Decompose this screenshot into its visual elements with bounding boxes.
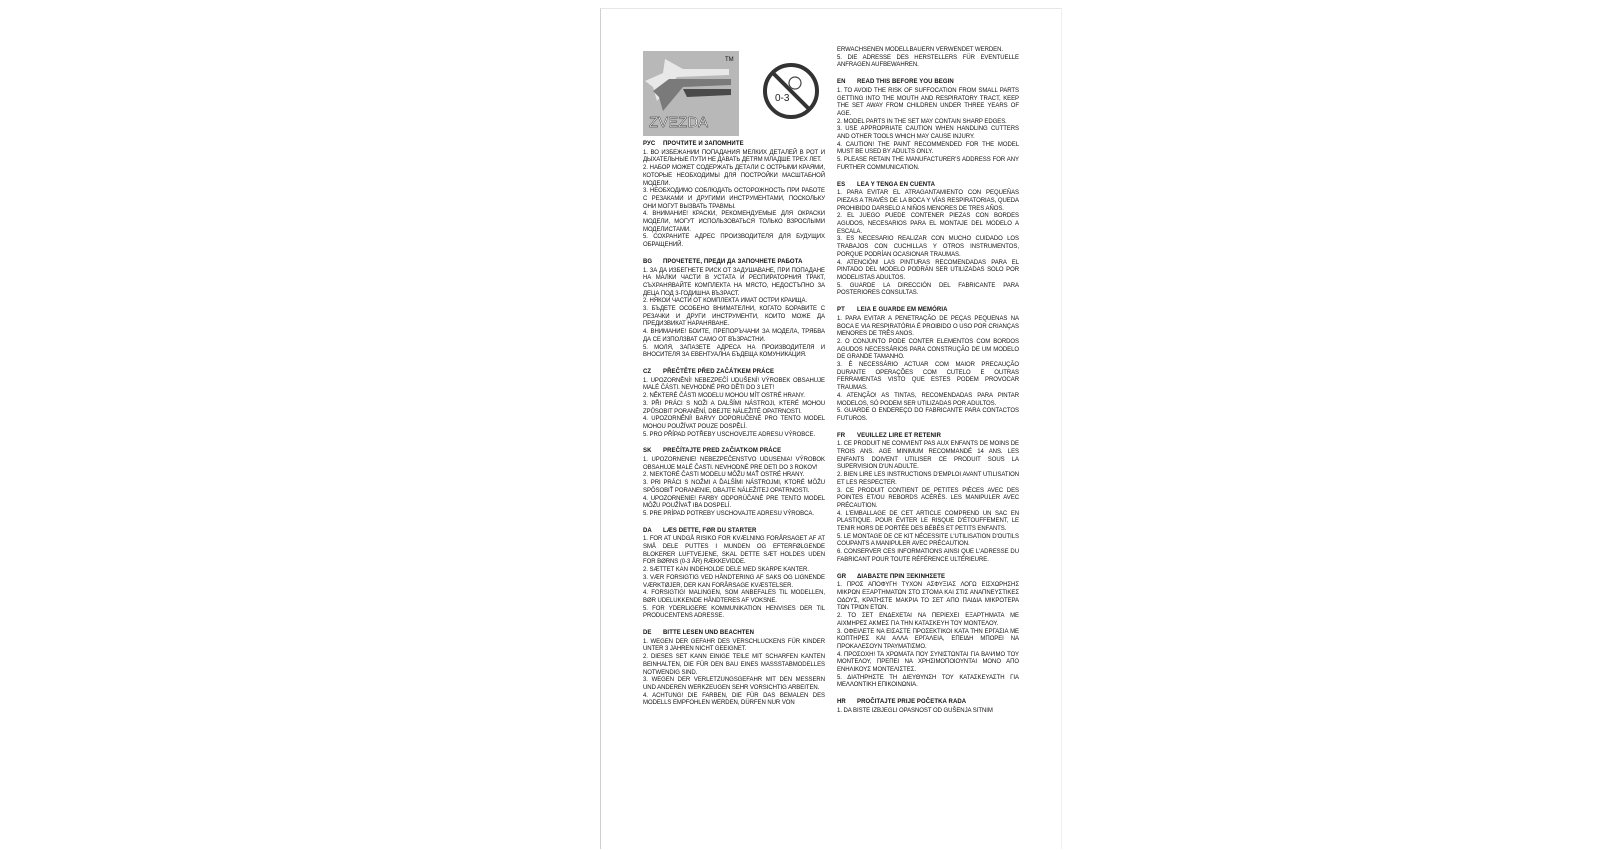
warning-item: 4. UPOZORNENIE! FARBY ODPORÚČANÉ PRE TENTO MODEL MÔŽU POUŽÍVAŤ IBA DOSPELÍ. bbox=[643, 495, 825, 510]
section-title: BITTE LESEN UND BEACHTEN bbox=[663, 630, 755, 637]
section-heading bbox=[837, 574, 1019, 582]
section-heading bbox=[837, 79, 1019, 87]
warning-item: 1. FOR AT UNDGÅ RISIKO FOR KVÆLNING FORÅRSAGET AF AT SMÅ DELE PUTTES I MUNDEN OG EFTERFØLGENDE BLOKERER LUFTVEJENE, SKAL DETTE SÆT HOLDES UDEN FOR BØRNS (0-3 ÅR) RÆKKEVIDDE. bbox=[643, 536, 825, 566]
warning-section-bg bbox=[643, 259, 825, 360]
warning-item: 3. CE PRODUIT CONTIENT DE PETITES PIÈCES AVEC DES POINTES ET/OU REBORDS ACÉRÉS. LES MANIPULER AVEC PRÉCAUTION. bbox=[837, 487, 1019, 509]
language-code: BG bbox=[643, 258, 653, 265]
warning-section-en bbox=[837, 79, 1019, 172]
warning-item: 3. ES NECESARIO REALIZAR CON MUCHO CUIDADO LOS TRABAJOS CON CUCHILLAS Y OTROS INSTRUMENTOS, PORQUE PODRÍAN OCASIONAR TRAUMAS. bbox=[837, 236, 1019, 258]
warning-item: 2. MODEL PARTS IN THE SET MAY CONTAIN SHARP EDGES. bbox=[837, 118, 1007, 125]
section-title: ПРОЧТИТЕ И ЗАПОМНИТЕ bbox=[663, 141, 744, 147]
warning-item: 2. NĚKTERÉ ČÁSTI MODELU MOHOU MÍT OSTRÉ HRANY. bbox=[643, 393, 805, 400]
warning-section-hr bbox=[837, 699, 1019, 715]
warning-item: 3. НЕОБХОДИМО СОБЛЮДАТЬ ОСТОРОЖНОСТЬ ПРИ РАБОТЕ С РЕЗАКАМИ И ДРУГИМИ ИНСТРУМЕНТАМИ, ПОСКОЛЬКУ ОНИ МОГУТ ВЫЗВАТЬ ТРАВМЫ. bbox=[643, 188, 825, 210]
warning-item: 4. UPOZORNĚNÍ! BARVY DOPORUČENÉ PRO TENTO MODEL MOHOU POUŽÍVAT POUZE DOSPĚLÍ. bbox=[643, 416, 825, 430]
warning-item: 5. PRE PRÍPAD POTREBY USCHOVAJTE ADRESU VÝROBCA. bbox=[643, 510, 814, 517]
section-heading bbox=[643, 259, 825, 267]
warning-item: 4. ВНИМАНИЕ! КРАСКИ, РЕКОМЕНДУЕМЫЕ ДЛЯ ОКРАСКИ МОДЕЛИ, МОГУТ ИСПОЛЬЗОВАТЬСЯ ТОЛЬКО ВЗРОСЛЫМИ МОДЕЛИСТАМИ. bbox=[643, 211, 825, 233]
warning-section-es bbox=[837, 182, 1019, 299]
warning-item: 1. CE PRODUIT NE CONVIENT PAS AUX ENFANTS DE MOINS DE TROIS ANS. AGE MINIMUM RECOMMANDÉ 14 ANS. LES ENFANTS DOIVENT UTILISER CE PRODUIT SOUS LA SUPERVISION D'UN ADULTE. bbox=[837, 441, 1019, 471]
warnings-column-right bbox=[837, 47, 1019, 725]
language-code: DA bbox=[643, 527, 652, 534]
warning-item: 3. VÆR FORSIGTIG VED HÅNDTERING AF SAKS OG LIGNENDE VÆRKTØJER, DER KAN FORÅRSAGE KVÆSTELSER. bbox=[643, 574, 825, 589]
section-heading bbox=[643, 448, 825, 456]
warning-item: 2. NIEKTORÉ ČASTI MODELU MÔŽU MAŤ OSTRÉ HRANY. bbox=[643, 472, 805, 479]
warning-item: 5. МОЛЯ, ЗАПАЗЕТЕ АДРЕСА НА ПРОИЗВОДИТЕЛЯ И ВНОСИТЕЛЯ ЗА ЕВЕНТУАЛНА БЪДЕЩА КОМУНИКАЦИЯ. bbox=[643, 344, 825, 359]
language-code: ES bbox=[837, 181, 846, 188]
warning-section-fr bbox=[837, 433, 1019, 565]
section-title: PŘEČTĚTE PŘED ZAČÁTKEM PRÁCE bbox=[663, 368, 775, 375]
warning-item: 5. LE MONTAGE DE CE KIT NÉCESSITE L'UTILISATION D'OUTILS COUPANTS A MANIPULER AVEC PRÉCAUTION. bbox=[837, 533, 1019, 548]
warning-item: 4. L'EMBALLAGE DE CET ARTICLE COMPREND UN SAC EN PLASTIQUE. POUR ÉVITER LE RISQUE D'ÉTOUFFEMENT, LE TENIR HORS DE PORTÉE DES BÉBÉS ET PETITS ENFANTS. bbox=[837, 510, 1019, 533]
warning-item: 1. TO AVOID THE RISK OF SUFFOCATION FROM SMALL PARTS GETTING INTO THE MOUTH AND RESPIRATORY TRACT, KEEP THE SET AWAY FROM CHILDREN UNDER THREE YEARS OF AGE. bbox=[837, 87, 1019, 117]
warning-item: 5. ΔΙΑΤΗΡΗΣΤΕ ΤΗ ΔΙΕΥΘΥΝΣΗ ΤΟΥ ΚΑΤΑΣΚΕΥΑΣΤΗ ΓΙΑ ΜΕΛΛΟΝΤΙΚΗ ΕΠΙΚΟΙΝΩΝΙΑ. bbox=[837, 674, 1019, 689]
section-heading bbox=[837, 433, 1019, 441]
warning-section-cz bbox=[643, 369, 825, 439]
section-title: LEA Y TENGA EN CUENTA bbox=[857, 181, 935, 188]
age-sign-label: 0-3 bbox=[775, 93, 790, 104]
warning-item: 4. CAUTION! THE PAINT RECOMMENDED FOR THE MODEL MUST BE USED BY ADULTS ONLY. bbox=[837, 141, 1019, 156]
warning-item: 4. ACHTUNG! DIE FARBEN, DIE FÜR DAS BEMALEN DES MODELLS EMPFOHLEN WERDEN, DÜRFEN NUR VON bbox=[643, 692, 825, 707]
no-children-under-3-icon bbox=[761, 61, 821, 121]
language-code: FR bbox=[837, 432, 846, 439]
warning-item: 5. GUARDE O ENDEREÇO DO FABRICANTE PARA CONTACTOS FUTUROS. bbox=[837, 408, 1019, 422]
warning-item: 3. PŘI PRÁCI S NOŽI A DALŠÍMI NÁSTROJI, KTERÉ MOHOU ZPŮSOBIT PORANĚNÍ, DBEJTE NÁLEŽITÉ OPATRNOSTI. bbox=[643, 400, 825, 415]
section-title: LEIA E GUARDE EM MEMÓRIA bbox=[857, 307, 948, 314]
warning-item: 1. PARA EVITAR EL ATRAGANTAMIENTO CON PEQUEÑAS PIEZAS A TRAVÉS DE LA BOCA Y VÍAS RESPIRATORIAS, QUEDA PROHIBIDO DARSELO A NIÑOS MENORES DE TRES AÑOS. bbox=[837, 190, 1019, 212]
section-title: LÆS DETTE, FØR DU STARTER bbox=[663, 527, 757, 534]
warning-item: 6. CONSERVER CES INFORMATIONS AINSI QUE L'ADRESSE DU FABRICANT POUR TOUTE RÉFÉRENCE ULTÉRIEURE. bbox=[837, 549, 1019, 563]
zvezda-logo bbox=[643, 51, 739, 136]
warning-item: 1. DA BISTE IZBJEGLI OPASNOST OD GUŠENJA SITNIM bbox=[837, 707, 993, 714]
section-heading bbox=[643, 528, 825, 536]
warning-section-gr bbox=[837, 574, 1019, 691]
warning-section-da bbox=[643, 528, 825, 621]
warning-item: 5. FOR YDERLIGERE KOMMUNIKATION HENVISES DER TIL PRODUCENTENS ADRESSE. bbox=[643, 605, 825, 620]
section-heading bbox=[837, 699, 1019, 707]
warning-section-de bbox=[643, 630, 825, 708]
warning-item: 4. ATENÇÃO! AS TINTAS, RECOMENDADAS PARA PINTAR MODELOS, SÓ PODEM SER UTILIZADAS POR ADULTOS. bbox=[837, 392, 1019, 407]
warning-item: 3. É NECESSÁRIO ACTUAR COM MAIOR PRECAUÇÃO DURANTE OPERAÇÕES COM CUTELO E OUTRAS FERRAMENTAS VISTO QUE ESTES PODEM PROVOCAR TRAUMAS. bbox=[837, 362, 1019, 392]
warning-item: 1. ЗА ДА ИЗБЕГНЕТЕ РИСК ОТ ЗАДУШАВАНЕ, ПРИ ПОПАДАНЕ НА МАЛКИ ЧАСТИ В УСТАТА И РЕСПИРАТОРНИЯ ТРАКТ, СЪХРАНЯВАЙТЕ КОМПЛЕКТА НА МЯСТО, НЕДОСТЪПНО ЗА ДЕЦА ПОД 3-ГОДИШНА ВЪЗРАСТ. bbox=[643, 267, 825, 297]
section-title: ПРОЧЕТЕТЕ, ПРЕДИ ДА ЗАПОЧНЕТЕ РАБОТА bbox=[663, 258, 803, 265]
section-heading bbox=[643, 630, 825, 638]
warning-item: 5. PLEASE RETAIN THE MANUFACTURER'S ADDRESS FOR ANY FURTHER COMMUNICATION. bbox=[837, 157, 1019, 171]
language-code: РУС bbox=[643, 141, 656, 147]
section-heading bbox=[837, 307, 1019, 315]
warning-section-continued bbox=[837, 47, 1019, 70]
warning-item: 1. ВО ИЗБЕЖАНИИ ПОПАДАНИЯ МЕЛКИХ ДЕТАЛЕЙ В РОТ И ДЫХАТЕЛЬНЫЕ ПУТИ НЕ ДАВАТЬ ДЕТЯМ МЛАДШЕ ТРЕХ ЛЕТ. bbox=[643, 149, 825, 164]
warning-item: 5. PRO PŘÍPAD POTŘEBY USCHOVEJTE ADRESU VÝROBCE. bbox=[643, 431, 816, 438]
warning-item: 1. UPOZORNENIE! NEBEZPEČENSTVO UDUSENIA! VÝROBOK OBSAHUJE MALÉ ČASTI. NEVHODNÉ PRE DETI DO 3 ROKOV! bbox=[643, 457, 825, 471]
warning-item: 3. USE APPROPRIATE CAUTION WHEN HANDLING CUTTERS AND OTHER TOOLS WHICH MAY CAUSE INJURY. bbox=[837, 126, 1019, 141]
warning-item: 5. GUARDE LA DIRECCIÓN DEL FABRICANTE PARA POSTERIORES CONSULTAS. bbox=[837, 282, 1019, 297]
warning-item: 3. WEGEN DER VERLETZUNGSGEFAHR MIT DEN MESSERN UND ANDEREN WERKZEUGEN SEHR VORSICHTIG ARBEITEN. bbox=[643, 677, 825, 691]
language-code: HR bbox=[837, 699, 846, 706]
warning-item: 3. ΟΦΕΙΛΕΤΕ ΝΑ ΕΙΣΑΣΤΕ ΠΡΟΣΕΚΤΙΚΟΙ ΚΑΤΑ ΤΗΝ ΕΡΓΑΣΙΑ ΜΕ ΚΟΠΤΗΡΕΣ ΚΑΙ ΑΛΛΑ ΕΡΓΑΛΕΙΑ, ΕΠΕΙΔΗ ΜΠΟΡΕΙ ΝΑ ΠΡΟΚΑΛΕΣΟΥΝ ΤΡΑΥΜΑΤΙΣΜΟ. bbox=[837, 628, 1019, 650]
warning-item: ERWACHSENEN MODELLBAUERN VERWENDET WERDEN. bbox=[837, 47, 1004, 53]
warning-item: 2. SÆTTET KAN INDEHOLDE DELE MED SKARPE KANTER. bbox=[643, 567, 809, 574]
language-code: PT bbox=[837, 307, 845, 314]
language-code: EN bbox=[837, 79, 846, 86]
warning-section-sk bbox=[643, 448, 825, 518]
warning-item: 2. EL JUEGO PUEDE CONTENER PIEZAS CON BORDES AGUDOS, NECESARIOS PARA EL MONTAJE DEL MODELO A ESCALA. bbox=[837, 213, 1019, 235]
section-title: PROČITAJTE PRIJE POČETKA RADA bbox=[857, 699, 967, 706]
warning-item: 1. ΠΡΟΣ ΑΠΟΦΥΓΗ ΤΥΧΟΝ ΑΣΦΥΞΙΑΣ ΛΟΓΩ ΕΙΣΧΩΡΗΣΗΣ ΜΙΚΡΩΝ ΕΞΑΡΤΗΜΑΤΩΝ ΣΤΟ ΣΤΟΜΑ ΚΑΙ ΣΤΙΣ ΑΝΑΠΝΕΥΣΤΙΚΕΣ ΟΔΟΥΣ, ΚΡΑΤΗΣΤΕ ΜΑΚΡΙΑ ΤΟ ΣΕΤ ΑΠΟ ΠΑΙΔΙΑ ΜΙΚΡΟΤΕΡΑ ΤΩΝ ΤΡΙΩΝ ΕΤΩΝ. bbox=[837, 582, 1019, 612]
language-code: CZ bbox=[643, 368, 652, 375]
section-title: PREČÍTAJTE PRED ZAČIATKOM PRÁCE bbox=[663, 448, 782, 455]
warning-item: 4. ATENCIÓN! LAS PINTURAS RECOMENDADAS PARA EL PINTADO DEL MODELO PODRÁN SER UTILIZADAS SOLO POR MODELISTAS ADULTOS. bbox=[837, 259, 1019, 281]
warning-item: 3. PRI PRÁCI S NOŽMI A ĎALŠÍMI NÁSTROJMI, KTORÉ MÔŽU SPÔSOBIŤ PORANENIE, DBAJTE NÁLEŽITEJ OPATRNOSTI. bbox=[643, 480, 825, 494]
logo-brand-text: ZVEZDA bbox=[649, 114, 709, 131]
warning-item: 5. СОХРАНИТЕ АДРЕС ПРОИЗВОДИТЕЛЯ ДЛЯ БУДУЩИХ ОБРАЩЕНИЙ. bbox=[643, 234, 825, 249]
language-code: GR bbox=[837, 573, 847, 580]
section-heading bbox=[643, 369, 825, 377]
warning-item: 2. BIEN LIRE LES INSTRUCTIONS D'EMPLOI AVANT UTILISATION ET LES RESPECTER. bbox=[837, 472, 1019, 486]
instruction-sheet bbox=[600, 8, 1061, 849]
warning-item: 2. НЯКОИ ЧАСТИ ОТ КОМПЛЕКТА ИМАТ ОСТРИ КРАИЩА. bbox=[643, 298, 808, 305]
warning-item: 2. O CONJUNTO PODE CONTER ELEMENTOS COM BORDOS AGUDOS NECESSÁRIOS PARA CONSTRUÇÃO DE UM MODELO DE GRANDE TAMANHO. bbox=[837, 338, 1019, 361]
warning-item: 4. ВНИМАНИЕ! БОИТЕ, ПРЕПОРЪЧАНИ ЗА МОДЕЛА, ТРЯБВА ДА СЕ ИЗПОЛЗВАТ САМО ОТ ВЪЗРАСТНИ. bbox=[643, 329, 825, 343]
warning-item: 3. БЪДЕТЕ ОСОБЕНО ВНИМАТЕЛНИ, КОГАТО БОРАВИТЕ С РЕЗАЧКИ И ДРУГИ ИНСТРУМЕНТИ, КОИТО МОЖЕ ДА ПРЕДИЗВИКАТ НАРАНЯВАНЕ. bbox=[643, 306, 825, 328]
warning-section-рус bbox=[643, 141, 825, 250]
warning-item: 5. DIE ADRESSE DES HERSTELLERS FÜR EVENTUELLE ANFRAGEN AUFBEWAHREN. bbox=[837, 54, 1019, 69]
warning-item: 4. FORSIGTIG! MALINGEN, SOM ANBEFALES TIL MODELLEN, BØR UDELUKKENDE HÅNDTERES AF VOKSNE. bbox=[643, 590, 825, 604]
section-title: READ THIS BEFORE YOU BEGIN bbox=[857, 79, 954, 86]
section-heading bbox=[837, 182, 1019, 190]
warning-section-pt bbox=[837, 307, 1019, 424]
warning-item: 1. UPOZORNĚNÍ! NEBEZPEČÍ UDUŠENÍ! VÝROBEK OBSAHUJE MALÉ ČÁSTI. NEVHODNÉ PRO DĚTI DO 3 LET! bbox=[643, 377, 825, 392]
section-title: ΔΙΑΒΑΣΤΕ ΠΡΙΝ ΞΕΚΙΝΗΣΕΤΕ bbox=[857, 573, 946, 580]
warning-item: 2. ΤΟ ΣΕΤ ΕΝΔΕΧΕΤΑΙ ΝΑ ΠΕΡΙΕΧΕΙ ΕΞΑΡΤΗΜΑΤΑ ΜΕ ΑΙΧΜΗΡΕΣ ΑΚΜΕΣ ΓΙΑ ΤΗΝ ΚΑΤΑΣΚΕΥΗ ΤΟΥ ΜΟΝΤΕΛΟΥ. bbox=[837, 613, 1019, 627]
warnings-column-left bbox=[643, 141, 825, 717]
section-title: VEUILLEZ LIRE ET RETENIR bbox=[857, 432, 942, 439]
warning-item: 4. ΠΡΟΣΟΧΗ! ΤΑ ΧΡΩΜΑΤΑ ΠΟΥ ΣΥΝΙΣΤΩΝΤΑΙ ΓΙΑ ΒΑΨΙΜΟ ΤΟΥ ΜΟΝΤΕΛΟΥ, ΠΡΕΠΕΙ ΝΑ ΧΡΗΣΙΜΟΠΟΙΟΥΝΤΑΙ ΜΟΝΟ ΑΠΟ ΕΝΗΛΙΚΟΥΣ ΜΟΝΤΕΛΙΣΤΕΣ. bbox=[837, 651, 1019, 674]
warning-item: 2. DIESES SET KANN EINIGE TEILE MIT SCHARFEN KANTEN BEINHALTEN, DIE FÜR DEN BAU EINES MASSSTABMODELLES NOTWENDIG SIND. bbox=[643, 654, 825, 676]
warning-item: 1. PARA EVITAR A PENETRAÇÃO DE PEÇAS PEQUENAS NA BOCA E VIA RESPIRATÓRIA É PROIBIDO O USO POR CRIANÇAS MENORES DE TRÊS ANOS. bbox=[837, 315, 1019, 338]
warning-item: 2. НАБОР МОЖЕТ СОДЕРЖАТЬ ДЕТАЛИ С ОСТРЫМИ КРАЯМИ, КОТОРЫЕ НЕОБХОДИМЫ ДЛЯ ПОСТРОЙКИ МАСШТАБНОЙ МОДЕЛИ. bbox=[643, 165, 825, 187]
language-code: DE bbox=[643, 630, 652, 637]
section-heading bbox=[643, 141, 825, 149]
logo-trademark: TM bbox=[725, 57, 734, 63]
language-code: SK bbox=[643, 448, 652, 455]
warning-item: 1. WEGEN DER GEFAHR DES VERSCHLUCKENS FÜR KINDER UNTER 3 JAHREN NICHT GEEIGNET. bbox=[643, 638, 825, 653]
